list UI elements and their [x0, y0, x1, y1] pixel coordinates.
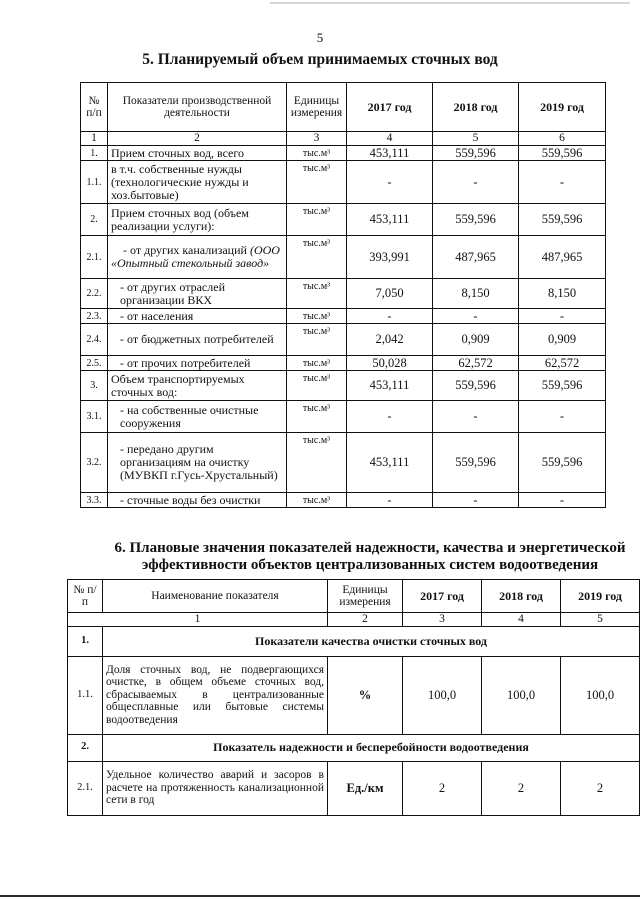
- value-2018: 62,572: [433, 356, 519, 371]
- value-2017: 453,111: [347, 146, 433, 161]
- row-name: Удельное количество аварий и засоров в расчете на протяженность канализационной сети в год: [103, 761, 328, 815]
- table-header-row: [68, 580, 640, 613]
- row-name: - от других отраслей организации ВКХ: [108, 279, 287, 309]
- row-num: 3.: [81, 371, 108, 401]
- row-num: 2.2.: [81, 279, 108, 309]
- row-name: - от бюджетных потребителей: [108, 324, 287, 356]
- value-2019: -: [519, 309, 606, 324]
- value-2018: 559,596: [433, 371, 519, 401]
- value-2019: 559,596: [519, 433, 606, 493]
- table-row: [81, 146, 606, 161]
- group-title: Показатель надежности и бесперебойности водоотведения: [103, 734, 640, 761]
- table-row: [81, 401, 606, 433]
- table-row: [81, 493, 606, 508]
- wastewater-volume-table: [80, 82, 606, 508]
- value-2019: 8,150: [519, 279, 606, 309]
- col-number: 1: [81, 132, 108, 146]
- row-unit: тыс.м³: [287, 309, 347, 324]
- reliability-indicators-table: [67, 579, 640, 816]
- row-unit: тыс.м³: [287, 146, 347, 161]
- value-2018: -: [433, 493, 519, 508]
- col-number: 3: [287, 132, 347, 146]
- value-2019: 0,909: [519, 324, 606, 356]
- value-2019: 559,596: [519, 146, 606, 161]
- value-2018: 8,150: [433, 279, 519, 309]
- row-name: - от прочих потребителей: [108, 356, 287, 371]
- row-num: 1.1.: [81, 161, 108, 204]
- column-number-row: [68, 613, 640, 627]
- col-header-2019: 2019 год: [519, 83, 606, 132]
- col-number: 3: [403, 613, 482, 627]
- col-header-2018: 2018 год: [482, 580, 561, 613]
- row-name: Прием сточных вод (объем реализации услуги):: [108, 204, 287, 236]
- value-2018: -: [433, 401, 519, 433]
- col-header-indicator: Показатели производственной деятельности: [108, 83, 287, 132]
- value-2017: 393,991: [347, 236, 433, 279]
- table-row: [81, 371, 606, 401]
- value-2018: -: [433, 309, 519, 324]
- value-2017: 100,0: [403, 656, 482, 734]
- row-unit: %: [328, 656, 403, 734]
- value-2017: 2: [403, 761, 482, 815]
- group-title: Показатели качества очистки сточных вод: [103, 626, 640, 656]
- value-2017: -: [347, 493, 433, 508]
- value-2019: 62,572: [519, 356, 606, 371]
- value-2017: -: [347, 309, 433, 324]
- group-num: 1.: [68, 626, 103, 656]
- column-number-row: [81, 132, 606, 146]
- table-row: [68, 656, 640, 734]
- row-name: [108, 236, 287, 279]
- value-2019: -: [519, 161, 606, 204]
- row-num: 2.1.: [68, 761, 103, 815]
- value-2018: -: [433, 161, 519, 204]
- row-unit: тыс.м³: [287, 204, 347, 236]
- row-num: 1.: [81, 146, 108, 161]
- table-row: [81, 204, 606, 236]
- row-name: - на собственные очистные сооружения: [108, 401, 287, 433]
- table-row: [81, 236, 606, 279]
- row-num: 3.3.: [81, 493, 108, 508]
- col-header-indicator: Наименование показателя: [103, 580, 328, 613]
- table-row: [81, 356, 606, 371]
- section-5-title: 5. Планируемый объем принимаемых сточных вод: [142, 51, 498, 68]
- page-number: 5: [316, 30, 324, 45]
- table-row: [81, 309, 606, 324]
- value-2018: 559,596: [433, 433, 519, 493]
- col-header-2017: 2017 год: [347, 83, 433, 132]
- row-num: 3.1.: [81, 401, 108, 433]
- row-num: 1.1.: [68, 656, 103, 734]
- col-number: 1: [68, 613, 328, 627]
- col-header-2019: 2019 год: [561, 580, 640, 613]
- col-header-num: № п/п: [68, 580, 103, 613]
- value-2019: -: [519, 401, 606, 433]
- col-number: 5: [561, 613, 640, 627]
- table-header-row: [81, 83, 606, 132]
- value-2017: 453,111: [347, 204, 433, 236]
- value-2017: 453,111: [347, 433, 433, 493]
- col-header-units: Единицы измерения: [328, 580, 403, 613]
- value-2018: 559,596: [433, 204, 519, 236]
- value-2019: 2: [561, 761, 640, 815]
- row-unit: тыс.м³: [287, 401, 347, 433]
- row-unit: тыс.м³: [287, 493, 347, 508]
- row-unit: тыс.м³: [287, 324, 347, 356]
- col-header-2017: 2017 год: [403, 580, 482, 613]
- value-2018: 559,596: [433, 146, 519, 161]
- row-num: 2.3.: [81, 309, 108, 324]
- table-row: [81, 279, 606, 309]
- row-name: Доля сточных вод, не подвергающихся очистке, в общем объеме сточных вод, сбрасываемых в централизованные общесплавные или бытовые системы водоотведения: [103, 656, 328, 734]
- row-unit: тыс.м³: [287, 371, 347, 401]
- row-num: 2.: [81, 204, 108, 236]
- col-number: 4: [482, 613, 561, 627]
- table-row: [68, 761, 640, 815]
- value-2018: 100,0: [482, 656, 561, 734]
- row-name: - от населения: [108, 309, 287, 324]
- value-2019: -: [519, 493, 606, 508]
- group-row: [68, 734, 640, 761]
- value-2017: 2,042: [347, 324, 433, 356]
- row-num: 3.2.: [81, 433, 108, 493]
- row-name-org: (ООО «Опытный стекольный завод»: [111, 243, 280, 270]
- col-number: 4: [347, 132, 433, 146]
- group-row: [68, 626, 640, 656]
- row-unit: тыс.м³: [287, 279, 347, 309]
- col-number: 5: [433, 132, 519, 146]
- row-name: - передано другим организациям на очистку (МУВКП г.Гусь-Хрустальный): [108, 433, 287, 493]
- value-2017: 50,028: [347, 356, 433, 371]
- table-row: [81, 161, 606, 204]
- value-2018: 0,909: [433, 324, 519, 356]
- value-2017: 453,111: [347, 371, 433, 401]
- value-2019: 100,0: [561, 656, 640, 734]
- row-unit: тыс.м³: [287, 236, 347, 279]
- value-2018: 487,965: [433, 236, 519, 279]
- row-name: Объем транспортируемых сточных вод:: [108, 371, 287, 401]
- row-num: 2.4.: [81, 324, 108, 356]
- row-name: - сточные воды без очистки: [108, 493, 287, 508]
- table-row: [81, 324, 606, 356]
- table-row: [81, 433, 606, 493]
- row-unit: тыс.м³: [287, 433, 347, 493]
- value-2017: -: [347, 161, 433, 204]
- scan-bottom-edge: [0, 895, 640, 897]
- value-2019: 487,965: [519, 236, 606, 279]
- col-number: 2: [328, 613, 403, 627]
- row-unit: тыс.м³: [287, 356, 347, 371]
- col-number: 2: [108, 132, 287, 146]
- row-num: 2.1.: [81, 236, 108, 279]
- value-2017: 7,050: [347, 279, 433, 309]
- value-2019: 559,596: [519, 204, 606, 236]
- section-6-title: 6. Плановые значения показателей надежности, качества и энергетической эффективности объектов централизованных систем водоотведения: [114, 540, 626, 573]
- group-num: 2.: [68, 734, 103, 761]
- value-2018: 2: [482, 761, 561, 815]
- row-name: в т.ч. собственные нужды (технологические нужды и хоз.бытовые): [108, 161, 287, 204]
- row-name: Прием сточных вод, всего: [108, 146, 287, 161]
- row-name-main: - от других канализаций: [123, 243, 247, 257]
- value-2019: 559,596: [519, 371, 606, 401]
- scan-top-edge: [270, 2, 630, 4]
- col-header-2018: 2018 год: [433, 83, 519, 132]
- row-unit: Ед./км: [328, 761, 403, 815]
- col-header-num: № п/п: [81, 83, 108, 132]
- row-unit: тыс.м³: [287, 161, 347, 204]
- value-2017: -: [347, 401, 433, 433]
- col-header-units: Единицы измерения: [287, 83, 347, 132]
- row-num: 2.5.: [81, 356, 108, 371]
- col-number: 6: [519, 132, 606, 146]
